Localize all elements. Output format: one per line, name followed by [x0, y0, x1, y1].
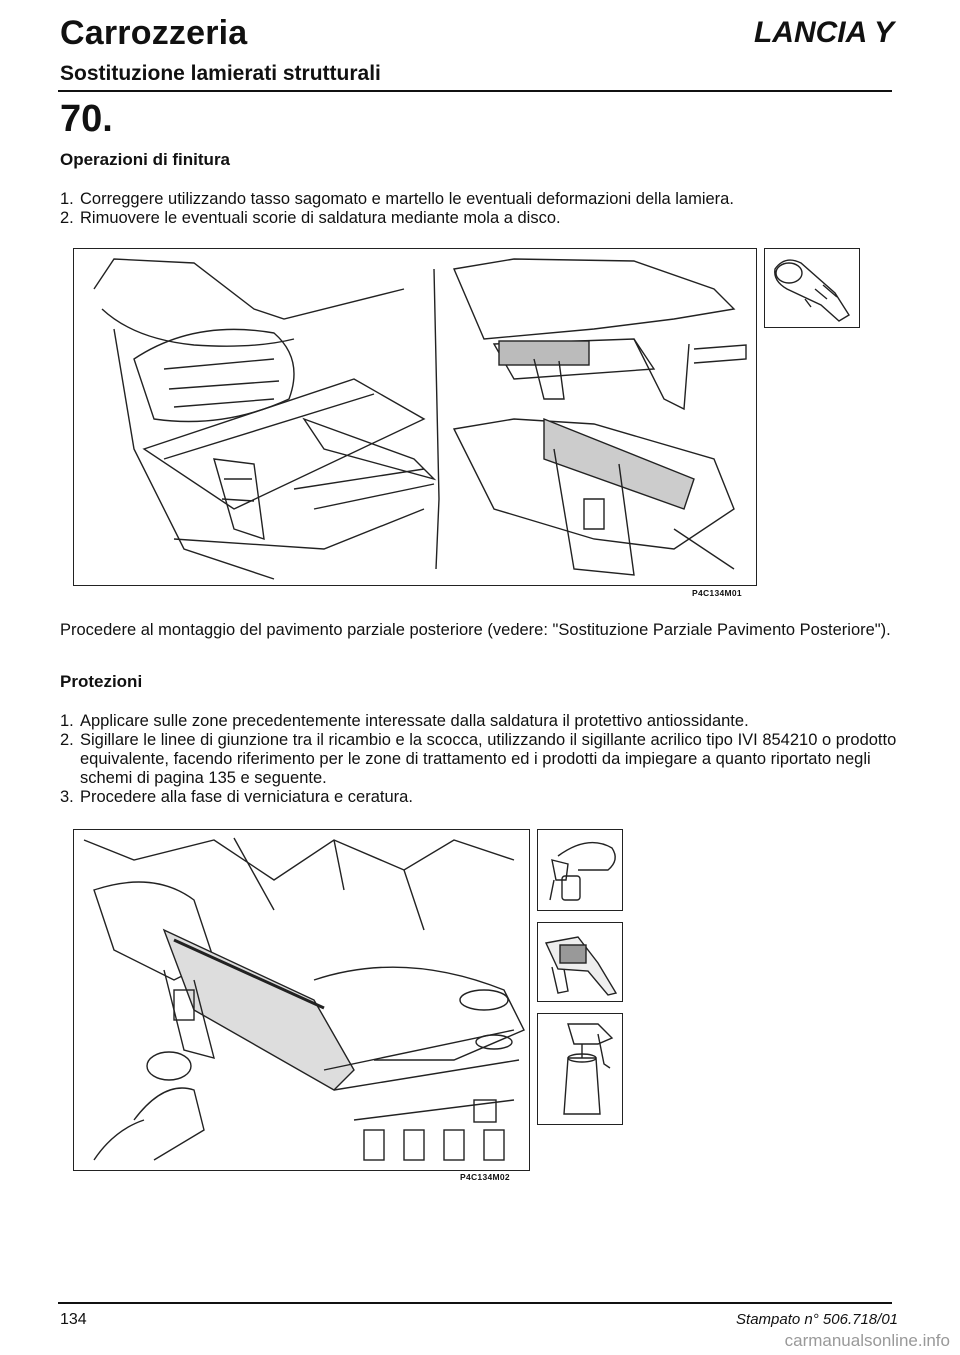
procedure-number: 70.: [60, 98, 113, 140]
section-title: Carrozzeria: [60, 14, 248, 52]
header-rule: [58, 90, 892, 92]
section-subtitle: Sostituzione lamierati strutturali: [60, 62, 381, 85]
footer-rule: [58, 1302, 892, 1304]
list-item: 2. Rimuovere le eventuali scorie di saldatura mediante mola a disco.: [60, 209, 561, 227]
figure-sealant-application: [73, 829, 530, 1171]
list-item: 1. Correggere utilizzando tasso sagomato e martello le eventuali deformazioni della lamiera.: [60, 190, 734, 208]
finishing-list: [60, 190, 900, 228]
angle-grinder-icon: [764, 248, 860, 328]
finishing-heading: Operazioni di finitura: [60, 150, 231, 169]
figure-weld-grinding: [73, 248, 757, 586]
page-number: 134: [60, 1311, 87, 1328]
list-item: 1. Applicare sulle zone precedentemente interessate dalla saldatura il protettivo antiossidante.: [60, 712, 749, 730]
protection-heading: Protezioni: [60, 672, 143, 691]
list-item: 2. Sigillare le linee di giunzione tra il ricambio e la scocca, utilizzando il sigillante acrilico tipo IVI 854210 o prodotto equivalente, facendo riferimento per le zone di trattamento ed i prodotti da impiegare a quanto riportato negli schemi di pagina 135 e seguente.: [60, 731, 897, 787]
sealant-gun-icon: [537, 922, 623, 1002]
watermark: carmanualsonline.info: [784, 1331, 950, 1350]
figure1-caption: P4C134M01: [692, 588, 742, 598]
list-item: 3. Procedere alla fase di verniciatura e ceratura.: [60, 788, 413, 806]
print-reference: Stampato n° 506.718/01: [736, 1311, 898, 1328]
spray-gun-hose-icon: [537, 829, 623, 911]
brand-name: LANCIA Y: [753, 16, 894, 49]
assembly-paragraph: Procedere al montaggio del pavimento parziale posteriore (vedere: "Sostituzione Parziale Pavimento Posteriore").: [60, 621, 891, 639]
paint-spray-gun-icon: [537, 1013, 623, 1125]
protection-list: [60, 712, 900, 807]
figure2-caption: P4C134M02: [460, 1172, 510, 1182]
